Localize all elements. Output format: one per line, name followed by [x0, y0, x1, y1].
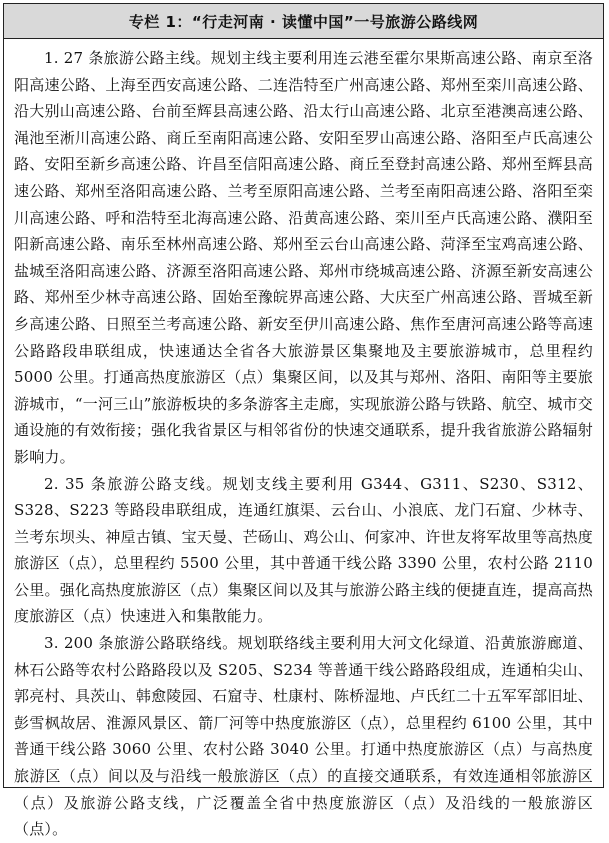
- paragraph-branch-routes: 2. 35 条旅游公路支线。规划支线主要利用 G344、G311、S230、S312、S328、S223 等路段串联组成，连通红旗渠、云台山、小浪底、龙门石窟、少林寺、兰考东坝头、神垕古镇、宝天曼、芒砀山、鸡公山、何家冲、许世友将军故里等高热度旅游区（点），总里程约 5500 公里，其中普通干线公路 3390 公里，农村公路 2110 公里。强化高热度旅游区（点）集聚区间以及其与旅游公路主线的便捷直连，提高高热度旅游区（点）快速进入和集散能力。: [14, 474, 593, 626]
- box-title: 专栏 1：“行走河南 · 读懂中国”一号旅游公路线网: [4, 4, 603, 39]
- box-content: [4, 39, 603, 843]
- paragraph-main-routes: 1. 27 条旅游公路主线。规划主线主要利用连云港至霍尔果斯高速公路、南京至洛阳高速公路、上海至西安高速公路、二连浩特至广州高速公路、郑州至栾川高速公路、沿大别山高速公路、台前至辉县高速公路、沿太行山高速公路、北京至港澳高速公路、渑池至淅川高速公路、商丘至南阳高速公路、安阳至罗山高速公路、洛阳至卢氏高速公路、安阳至新乡高速公路、许昌至信阳高速公路、商丘至登封高速公路、郑州至辉县高速公路、郑州至洛阳高速公路、兰考至原阳高速公路、兰考至南阳高速公路、洛阳至栾川高速公路、呼和浩特至北海高速公路、沿黄高速公路、栾川至卢氏高速公路、濮阳至阳新高速公路、南乐至林州高速公路、郑州至云台山高速公路、菏泽至宝鸡高速公路、盐城至洛阳高速公路、济源至洛阳高速公路、郑州市绕城高速公路、济源至新安高速公路、郑州至少林寺高速公路、固始至豫皖界高速公路、大庆至广州高速公路、晋城至新乡高速公路、日照至兰考高速公路、新安至伊川高速公路、焦作至唐河高速公路等高速公路路段串联组成，快速通达全省各大旅游景区集聚地及主要旅游城市，总里程约 5000 公里。打通高热度旅游区（点）集聚区间，以及其与郑州、洛阳、南阳等主要旅游城市，“一河三山”旅游板块的多条游客主走廊，实现旅游公路与铁路、航空、城市交通设施的有效衔接；强化我省景区与相邻省份的快速交通联系，提升我省旅游公路辐射影响力。: [14, 49, 593, 466]
- sidebar-box: [3, 3, 604, 839]
- paragraph-connector-routes: 3. 200 条旅游公路联络线。规划联络线主要利用大河文化绿道、沿黄旅游廊道、林石公路等农村公路路段以及 S205、S234 等普通干线公路路段组成，连通柏尖山、郭亮村、具茨山、韩愈陵园、石窟寺、杜康村、陈桥湿地、卢氏红二十五军军部旧址、彭雪枫故居、淮源风景区、箭厂河等中热度旅游区（点），总里程约 6100 公里，其中普通干线公路 3060 公里、农村公路 3040 公里。打通中热度旅游区（点）与高热度旅游区（点）间以及与沿线一般旅游区（点）的直接交通联系，有效连通相邻旅游区（点）及旅游公路支线，广泛覆盖全省中热度旅游区（点）及沿线的一般旅游区（点）。: [14, 634, 593, 839]
